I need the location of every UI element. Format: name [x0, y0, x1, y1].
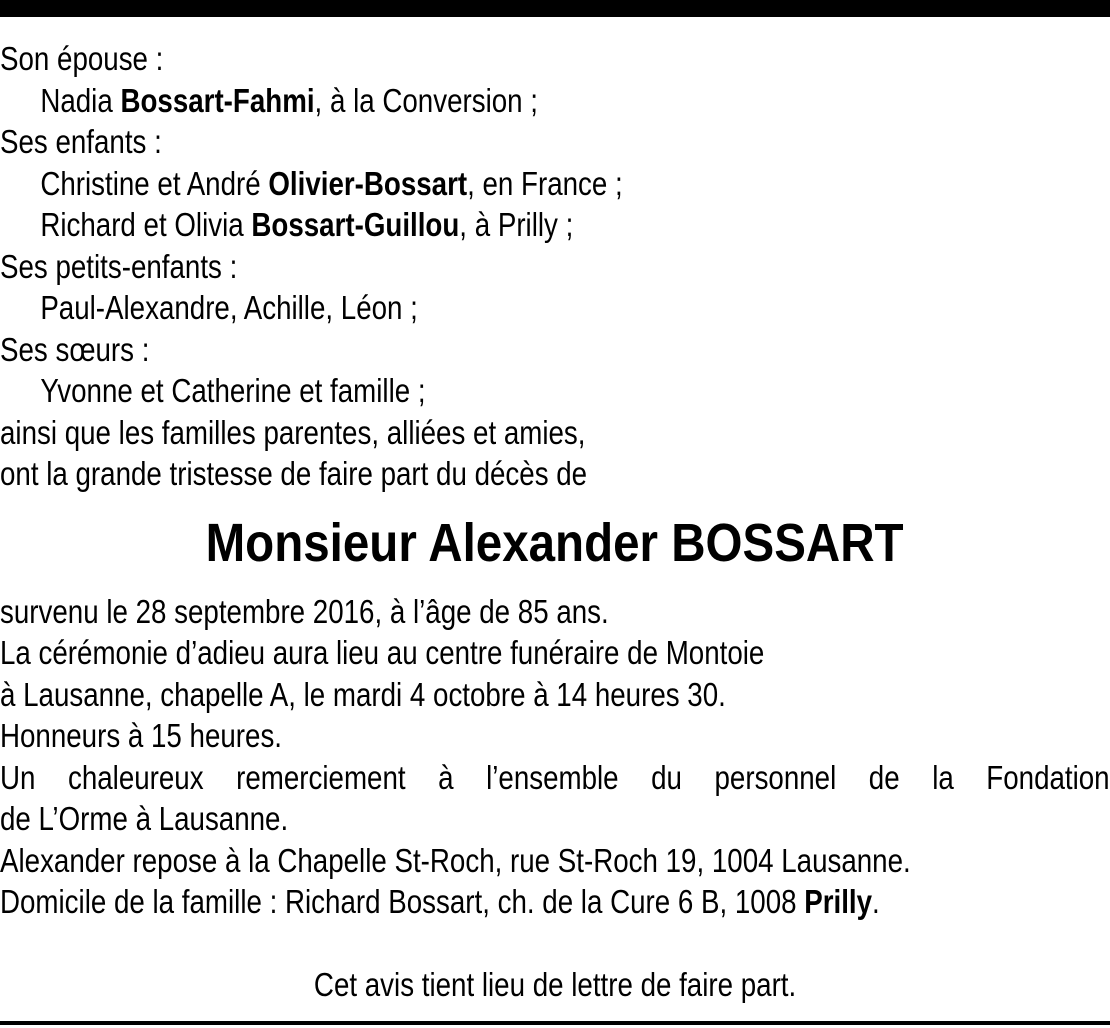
thanks-word: personnel: [714, 758, 837, 796]
domicile-city: Prilly: [804, 883, 873, 920]
thanks-word: Fondation: [986, 758, 1110, 796]
spouse-line: Nadia Bossart-Fahmi, à la Conversion ;: [40, 81, 538, 119]
top-rule: [0, 0, 1110, 17]
thanks-line: [0, 757, 1110, 799]
deceased-name: Monsieur Alexander BOSSART: [206, 512, 904, 573]
child-surname: Bossart-Guillou: [251, 206, 460, 243]
honours-line: Honneurs à 15 heures.: [0, 717, 283, 754]
thanks-word: du: [651, 758, 682, 796]
children-heading: Ses enfants :: [0, 123, 162, 160]
sisters-heading: Ses sœurs :: [0, 330, 150, 368]
ceremony-line: à Lausanne, chapelle A, le mardi 4 octobre à 14 heures 30.: [0, 675, 726, 713]
thanks-word: de: [868, 758, 900, 796]
deceased-name-block: [0, 508, 1110, 578]
child-line: Christine et André Olivier-Bossart, en France ;: [40, 164, 623, 202]
child-line: Richard et Olivia Bossart-Guillou, à Prilly ;: [40, 206, 574, 243]
thanks-word: la: [932, 758, 954, 796]
obituary-notice: [0, 38, 1110, 923]
death-line: survenu le 28 septembre 2016, à l’âge de 85 ans.: [0, 592, 609, 630]
spouse-heading: Son épouse :: [0, 40, 164, 77]
thanks-word: à: [438, 758, 454, 796]
rests-line: Alexander repose à la Chapelle St-Roch, rue St-Roch 19, 1004 Lausanne.: [0, 841, 911, 879]
grandchildren-line: Paul-Alexandre, Achille, Léon ;: [40, 289, 418, 326]
ceremony-line: La cérémonie d’adieu aura lieu au centre funéraire de Montoie: [0, 634, 765, 671]
announcement-line: ont la grande tristesse de faire part du décès de: [0, 455, 588, 492]
thanks-word: remerciement: [236, 758, 406, 796]
thanks-word: l’ensemble: [486, 758, 619, 796]
bottom-rule: [0, 1021, 1110, 1025]
grandchildren-heading: Ses petits-enfants :: [0, 247, 238, 285]
spouse-surname: Bossart-Fahmi: [120, 81, 315, 119]
thanks-end-line: de L’Orme à Lausanne.: [0, 800, 289, 837]
thanks-word: Un: [0, 758, 36, 796]
child-surname: Olivier-Bossart: [268, 164, 468, 202]
sisters-line: Yvonne et Catherine et famille ;: [40, 372, 426, 409]
domicile-line: Domicile de la famille : Richard Bossart, ch. de la Cure 6 B, 1008 Prilly.: [0, 883, 880, 920]
closing-line: Cet avis tient lieu de lettre de faire part.: [313, 966, 797, 1003]
relatives-line: ainsi que les familles parentes, alliées et amies,: [0, 413, 586, 451]
closing-block: [0, 964, 1110, 1005]
thanks-word: chaleureux: [67, 758, 204, 796]
